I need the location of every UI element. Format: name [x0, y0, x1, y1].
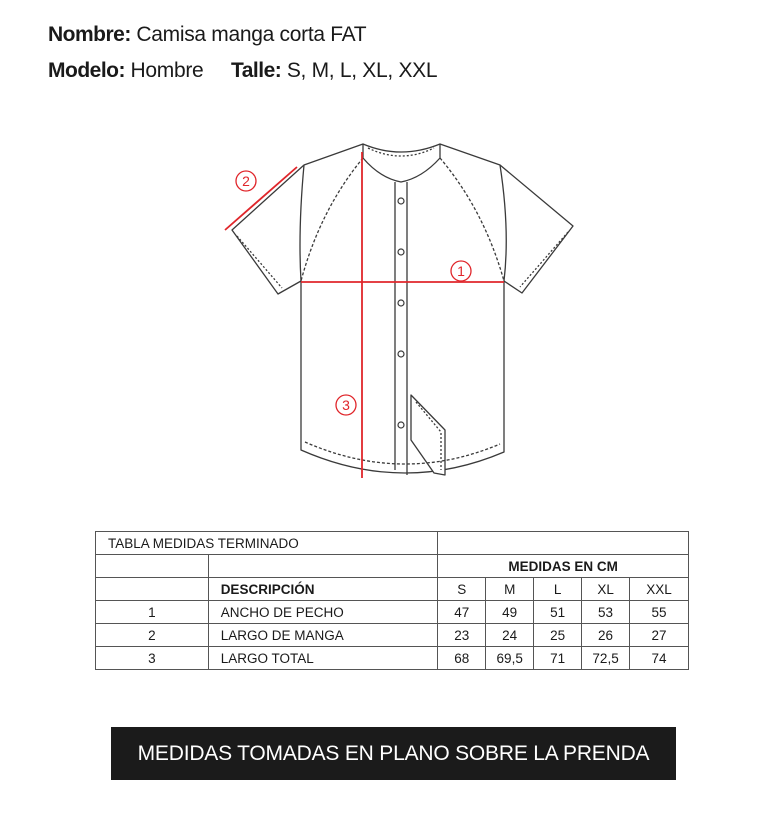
shirt-collar — [363, 144, 440, 182]
row-number: 2 — [96, 624, 209, 647]
size-header: XXL — [630, 578, 689, 601]
measurement-table — [95, 531, 689, 670]
marker-2-label: 2 — [242, 173, 250, 189]
button-icon — [398, 249, 404, 255]
nombre-label: Nombre: — [48, 23, 131, 46]
size-header: L — [534, 578, 582, 601]
group-header: MEDIDAS EN CM — [438, 555, 689, 578]
banner-text: MEDIDAS TOMADAS EN PLANO SOBRE LA PRENDA — [137, 741, 650, 765]
placket — [395, 182, 407, 475]
table-title-row — [96, 532, 689, 555]
row-value: 26 — [582, 624, 630, 647]
modelo-label: Modelo: — [48, 59, 125, 82]
row-number: 1 — [96, 601, 209, 624]
row-value: 69,5 — [486, 647, 534, 670]
row-value: 47 — [438, 601, 486, 624]
row-value: 51 — [534, 601, 582, 624]
talle-value: S, M, L, XL, XXL — [286, 59, 438, 82]
model-size-line — [48, 58, 437, 84]
button-icon — [398, 351, 404, 357]
nombre-value: Camisa manga corta FAT — [136, 23, 367, 46]
row-value: 68 — [438, 647, 486, 670]
table-header-row — [96, 578, 689, 601]
row-description: LARGO DE MANGA — [208, 624, 438, 647]
table-row — [96, 601, 689, 624]
row-value: 25 — [534, 624, 582, 647]
row-value: 72,5 — [582, 647, 630, 670]
button-icon — [398, 422, 404, 428]
size-header: XL — [582, 578, 630, 601]
row-value: 27 — [630, 624, 689, 647]
table-group-row — [96, 555, 689, 578]
row-value: 71 — [534, 647, 582, 670]
product-name-line — [48, 22, 366, 48]
row-value: 53 — [582, 601, 630, 624]
sleeve-length-line — [225, 167, 297, 230]
talle-label: Talle: — [230, 59, 282, 82]
button-icon — [398, 300, 404, 306]
button-icon — [398, 198, 404, 204]
table-row — [96, 624, 689, 647]
marker-3-label: 3 — [342, 397, 350, 413]
row-description: ANCHO DE PECHO — [208, 601, 438, 624]
row-value: 24 — [486, 624, 534, 647]
row-description: LARGO TOTAL — [208, 647, 438, 670]
table-title: TABLA MEDIDAS TERMINADO — [96, 532, 438, 555]
marker-1-label: 1 — [457, 263, 465, 279]
modelo-value: Hombre — [130, 59, 204, 82]
size-header: S — [438, 578, 486, 601]
row-value: 55 — [630, 601, 689, 624]
row-value: 23 — [438, 624, 486, 647]
row-value: 49 — [486, 601, 534, 624]
measurement-note-banner — [111, 727, 676, 780]
row-value: 74 — [630, 647, 689, 670]
row-number: 3 — [96, 647, 209, 670]
size-header: M — [486, 578, 534, 601]
desc-header: DESCRIPCIÓN — [208, 578, 438, 601]
shirt-diagram — [220, 140, 590, 500]
table-row — [96, 647, 689, 670]
